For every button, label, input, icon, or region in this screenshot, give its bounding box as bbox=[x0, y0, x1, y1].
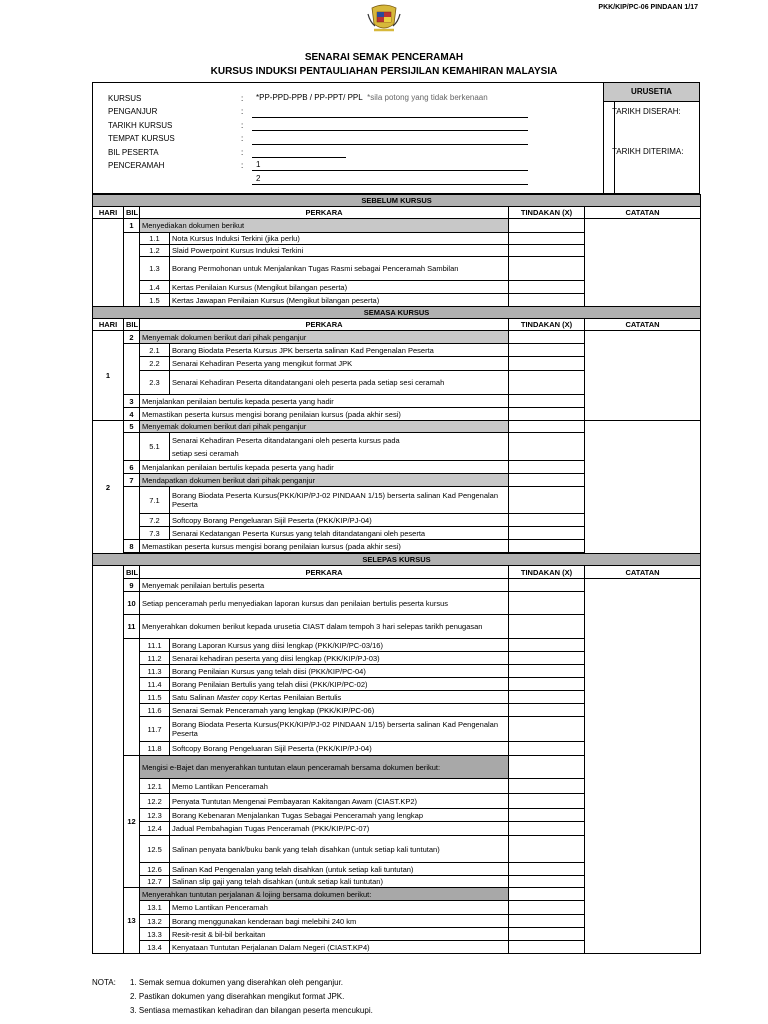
empty-cell bbox=[124, 639, 140, 652]
item-text: Senarai kehadiran peserta yang diisi lengkap (PKK/KIP/PJ-03) bbox=[170, 652, 509, 665]
item-text: Kenyataan Tuntutan Perjalanan Dalam Negeri (CIAST.KP4) bbox=[170, 941, 509, 954]
catatan-cell[interactable] bbox=[585, 421, 701, 554]
tindakan-cell[interactable] bbox=[509, 691, 585, 704]
item-number: 12.5 bbox=[140, 836, 170, 863]
col-perkara: PERKARA bbox=[140, 207, 509, 219]
perkara-cell: Mengisi e-Bajet dan menyerahkan tuntutan elaun penceramah bersama dokumen berikut: bbox=[140, 756, 509, 779]
item-text: Resit-resit & bil-bil berkaitan bbox=[170, 928, 509, 941]
bil-cell: 6 bbox=[124, 461, 140, 474]
item-text: Softcopy Borang Pengeluaran Sijil Peserta (PKK/KIP/PJ-04) bbox=[170, 742, 509, 756]
label-penganjur: PENGANJUR bbox=[108, 107, 158, 116]
item-text: Memo Lantikan Penceramah bbox=[170, 901, 509, 915]
title-checklist: SENARAI SEMAK PENCERAMAH bbox=[304, 52, 464, 63]
tindakan-cell[interactable] bbox=[509, 794, 585, 809]
tarikh-diserah-label: TARIKH DISERAH: bbox=[612, 107, 681, 116]
perkara-cell: Menyemak dokumen berikut dari pihak penganjur bbox=[140, 331, 509, 344]
tindakan-cell[interactable] bbox=[509, 809, 585, 822]
header-row bbox=[93, 207, 701, 219]
item-number: 13.2 bbox=[140, 915, 170, 928]
perkara-cell: Memastikan peserta kursus mengisi borang penilaian kursus (pada akhir sesi) bbox=[140, 540, 509, 553]
bil-cell: 7 bbox=[124, 474, 140, 487]
item-text: Softcopy Borang Pengeluaran Sijil Peserta (PKK/KIP/PJ-04) bbox=[170, 514, 509, 527]
empty-cell bbox=[124, 717, 140, 742]
tindakan-cell[interactable] bbox=[509, 540, 585, 553]
bil-cell: 10 bbox=[124, 592, 140, 615]
item-number: 1.1 bbox=[140, 233, 170, 245]
kursus-note: *sila potong yang tidak berkenaan bbox=[367, 93, 488, 102]
section-row bbox=[93, 195, 701, 207]
item-text: Borang Biodata Peserta Kursus(PKK/KIP/PJ-02 PINDAAN 1/15) berserta salinan Kad Pengenalan Peserta bbox=[170, 717, 509, 742]
hari-1: 1 bbox=[93, 331, 124, 421]
tindakan-cell[interactable] bbox=[509, 901, 585, 915]
tindakan-cell[interactable] bbox=[509, 219, 585, 233]
tindakan-cell[interactable] bbox=[509, 822, 585, 836]
item-text: Kertas Jawapan Penilaian Kursus (Mengikut bilangan peserta) bbox=[170, 294, 509, 307]
item-number: 1.5 bbox=[140, 294, 170, 307]
colon: : bbox=[241, 107, 244, 116]
empty-cell bbox=[124, 233, 140, 245]
penganjur-field[interactable] bbox=[252, 117, 528, 118]
empty-cell bbox=[124, 344, 140, 357]
perkara-cell: Memastikan peserta kursus mengisi borang penilaian kursus (pada akhir sesi) bbox=[140, 408, 509, 421]
col-hari: HARI bbox=[93, 319, 124, 331]
colon: : bbox=[241, 121, 244, 130]
label-bil-peserta: BIL PESERTA bbox=[108, 148, 159, 157]
item-text: Memo Lantikan Penceramah bbox=[170, 779, 509, 794]
checklist-table bbox=[92, 194, 701, 954]
tindakan-cell[interactable] bbox=[509, 742, 585, 756]
col-catatan: CATATAN bbox=[585, 207, 701, 219]
tarikh-kursus-field[interactable] bbox=[252, 130, 528, 131]
hari-cell bbox=[93, 219, 124, 307]
item-number: 11.1 bbox=[140, 639, 170, 652]
empty-cell bbox=[124, 514, 140, 527]
item-number: 12.2 bbox=[140, 794, 170, 809]
tindakan-cell[interactable] bbox=[509, 487, 585, 514]
tindakan-cell[interactable] bbox=[509, 514, 585, 527]
item-number: 11.7 bbox=[140, 717, 170, 742]
perkara-cell: Menyerahkan tuntutan perjalanan & lojing bersama dokumen berikut: bbox=[140, 888, 509, 901]
item-text-italic: Master copy bbox=[216, 692, 258, 702]
bil-cell: 12 bbox=[124, 756, 140, 888]
tindakan-cell[interactable] bbox=[509, 421, 585, 433]
tindakan-cell[interactable] bbox=[509, 344, 585, 357]
item-number: 11.8 bbox=[140, 742, 170, 756]
item-number: 2.2 bbox=[140, 357, 170, 371]
section-sebelum: SEBELUM KURSUS bbox=[93, 195, 701, 207]
item-text: Senarai Kedatangan Peserta Kursus yang telah ditandatangani oleh peserta bbox=[170, 527, 509, 540]
colon: : bbox=[241, 94, 244, 103]
catatan-cell[interactable] bbox=[585, 579, 701, 954]
tindakan-cell[interactable] bbox=[509, 779, 585, 794]
tindakan-cell[interactable] bbox=[509, 371, 585, 395]
col-tindakan: TINDAKAN (X) bbox=[509, 207, 585, 219]
kursus-value: *PP-PPD-PPB / PP-PPT/ PPL bbox=[256, 93, 363, 102]
empty-cell bbox=[124, 527, 140, 540]
tindakan-cell[interactable] bbox=[509, 717, 585, 742]
label-kursus: KURSUS bbox=[108, 94, 142, 103]
item-text: Senarai Kehadiran Peserta yang mengikut format JPK bbox=[170, 357, 509, 371]
bil-cell: 11 bbox=[124, 615, 140, 639]
header-row bbox=[93, 566, 701, 579]
nota-line-3: 3. Sentiasa memastikan kehadiran dan bilangan peserta mencukupi. bbox=[130, 1006, 373, 1015]
hari-2: 2 bbox=[93, 421, 124, 554]
empty-cell bbox=[124, 433, 140, 461]
item-text: Senarai Semak Penceramah yang lengkap (PKK/KIP/PC-06) bbox=[170, 704, 509, 717]
col-bil: BIL bbox=[124, 207, 140, 219]
table-row bbox=[93, 219, 701, 233]
item-text: Slaid Powerpoint Kursus Induksi Terkini bbox=[170, 245, 509, 257]
tindakan-cell[interactable] bbox=[509, 704, 585, 717]
col-tindakan: TINDAKAN (X) bbox=[509, 319, 585, 331]
tindakan-cell[interactable] bbox=[509, 281, 585, 294]
tindakan-cell[interactable] bbox=[509, 433, 585, 461]
item-number: 12.4 bbox=[140, 822, 170, 836]
colon: : bbox=[241, 134, 244, 143]
item-text: Jadual Pembahagian Tugas Penceramah (PKK/KIP/PC-07) bbox=[170, 822, 509, 836]
tindakan-cell[interactable] bbox=[509, 836, 585, 863]
perkara-cell: Menyediakan dokumen berikut bbox=[140, 219, 509, 233]
penceramah-2-label: 2 bbox=[256, 174, 261, 183]
col-perkara: PERKARA bbox=[140, 319, 509, 331]
empty-cell bbox=[124, 245, 140, 257]
item-text bbox=[170, 433, 509, 461]
tindakan-cell[interactable] bbox=[509, 639, 585, 652]
tempat-kursus-field[interactable] bbox=[252, 144, 528, 145]
tindakan-cell[interactable] bbox=[509, 395, 585, 408]
tindakan-cell[interactable] bbox=[509, 408, 585, 421]
section-row bbox=[93, 307, 701, 319]
bil-cell: 2 bbox=[124, 331, 140, 344]
item-text: Borang Penilaian Kursus yang telah diisi (PKK/KIP/PC-04) bbox=[170, 665, 509, 678]
item-number: 7.2 bbox=[140, 514, 170, 527]
item-number: 7.1 bbox=[140, 487, 170, 514]
perkara-cell: Menyemak penilaian bertulis peserta bbox=[140, 579, 509, 592]
tindakan-cell[interactable] bbox=[509, 331, 585, 344]
tindakan-cell[interactable] bbox=[509, 357, 585, 371]
item-text: Penyata Tuntutan Mengenai Pembayaran Kakitangan Awam (CIAST.KP2) bbox=[170, 794, 509, 809]
table-row bbox=[93, 421, 701, 433]
penceramah-2-field[interactable] bbox=[252, 184, 528, 185]
bil-cell: 13 bbox=[124, 888, 140, 954]
empty-cell bbox=[124, 704, 140, 717]
tindakan-cell[interactable] bbox=[509, 294, 585, 307]
penceramah-1-label: 1 bbox=[256, 160, 261, 169]
penceramah-1-field[interactable] bbox=[252, 170, 528, 171]
bil-cell: 4 bbox=[124, 408, 140, 421]
tindakan-cell[interactable] bbox=[509, 678, 585, 691]
col-catatan: CATATAN bbox=[585, 566, 701, 579]
label-tarikh-kursus: TARIKH KURSUS bbox=[108, 121, 173, 130]
nota-line-2: 2. Pastikan dokumen yang diserahkan mengikut format JPK. bbox=[130, 992, 345, 1001]
section-semasa: SEMASA KURSUS bbox=[93, 307, 701, 319]
tindakan-cell[interactable] bbox=[509, 863, 585, 876]
empty-cell bbox=[124, 294, 140, 307]
bil-cell: 3 bbox=[124, 395, 140, 408]
kursus-field[interactable] bbox=[256, 93, 488, 102]
perkara-cell: Menjalankan penilaian bertulis kepada peserta yang hadir bbox=[140, 461, 509, 474]
item-number: 2.3 bbox=[140, 371, 170, 395]
bil-peserta-field[interactable] bbox=[252, 157, 346, 158]
bil-cell: 5 bbox=[124, 421, 140, 433]
tindakan-cell[interactable] bbox=[509, 474, 585, 487]
empty-cell bbox=[124, 371, 140, 395]
item-number: 11.2 bbox=[140, 652, 170, 665]
nota-label: NOTA: bbox=[92, 978, 116, 987]
item-number: 13.3 bbox=[140, 928, 170, 941]
tindakan-cell[interactable] bbox=[509, 928, 585, 941]
col-perkara: PERKARA bbox=[140, 566, 509, 579]
item-text: Kertas Penilaian Kursus (Mengikut bilangan peserta) bbox=[170, 281, 509, 294]
col-bil: BIL bbox=[124, 566, 140, 579]
tindakan-cell[interactable] bbox=[509, 665, 585, 678]
item-number: 2.1 bbox=[140, 344, 170, 357]
item-number: 5.1 bbox=[140, 433, 170, 461]
label-tempat-kursus: TEMPAT KURSUS bbox=[108, 134, 175, 143]
hari-cell bbox=[93, 566, 124, 954]
item-text-part: Kertas Penilaian Bertulis bbox=[257, 692, 342, 702]
empty-cell bbox=[124, 665, 140, 678]
empty-cell bbox=[124, 652, 140, 665]
coat-of-arms-logo bbox=[366, 2, 402, 34]
item-number: 11.4 bbox=[140, 678, 170, 691]
tindakan-cell[interactable] bbox=[509, 756, 585, 779]
item-text: Borang menggunakan kenderaan bagi melebihi 240 km bbox=[170, 915, 509, 928]
item-text: Borang Kebenaran Menjalankan Tugas Sebagai Penceramah yang lengkap bbox=[170, 809, 509, 822]
tindakan-cell[interactable] bbox=[509, 461, 585, 474]
title-course: KURSUS INDUKSI PENTAULIAHAN PERSIJILAN KEMAHIRAN MALAYSIA bbox=[210, 66, 558, 77]
item-number: 1.4 bbox=[140, 281, 170, 294]
form-code: PKK/KIP/PC-06 PINDAAN 1/17 bbox=[598, 4, 698, 11]
bil-cell: 8 bbox=[124, 540, 140, 553]
tindakan-cell[interactable] bbox=[509, 257, 585, 281]
col-catatan: CATATAN bbox=[585, 319, 701, 331]
tindakan-cell[interactable] bbox=[509, 941, 585, 954]
col-tindakan: TINDAKAN (X) bbox=[509, 566, 585, 579]
nota-line-1: 1. Semak semua dokumen yang diserahkan oleh penganjur. bbox=[130, 978, 344, 987]
table-row bbox=[93, 579, 701, 592]
perkara-cell: Mendapatkan dokumen berikut dari pihak penganjur bbox=[140, 474, 509, 487]
label-penceramah: PENCERAMAH bbox=[108, 161, 165, 170]
bil-cell: 1 bbox=[124, 219, 140, 233]
item-text: Borang Biodata Peserta Kursus JPK berserta salinan Kad Pengenalan Peserta bbox=[170, 344, 509, 357]
section-row bbox=[93, 554, 701, 566]
item-text: Salinan Kad Pengenalan yang telah disahkan (untuk setiap kali tuntutan) bbox=[170, 863, 509, 876]
empty-cell bbox=[124, 691, 140, 704]
item-text-line: setiap sesi ceramah bbox=[172, 448, 239, 458]
perkara-cell: Menyerahkan dokumen berikut kepada urusetia CIAST dalam tempoh 3 hari selepas tarikh penugasan bbox=[140, 615, 509, 639]
item-number: 7.3 bbox=[140, 527, 170, 540]
tindakan-cell[interactable] bbox=[509, 888, 585, 901]
item-number: 13.4 bbox=[140, 941, 170, 954]
perkara-cell: Menyemak dokumen berikut dari pihak penganjur bbox=[140, 421, 509, 433]
tindakan-cell[interactable] bbox=[509, 592, 585, 615]
item-number: 11.5 bbox=[140, 691, 170, 704]
tindakan-cell[interactable] bbox=[509, 245, 585, 257]
bil-cell: 9 bbox=[124, 579, 140, 592]
item-number: 13.1 bbox=[140, 901, 170, 915]
item-text: Salinan slip gaji yang telah disahkan (untuk setiap kali tuntutan) bbox=[170, 876, 509, 888]
item-number: 11.6 bbox=[140, 704, 170, 717]
col-hari: HARI bbox=[93, 207, 124, 219]
item-text: Salinan penyata bank/buku bank yang telah disahkan (untuk setiap kali tuntutan) bbox=[170, 836, 509, 863]
item-text: Borang Biodata Peserta Kursus(PKK/KIP/PJ-02 PINDAAN 1/15) berserta salinan Kad Pengenalan Peserta bbox=[170, 487, 509, 514]
tindakan-cell[interactable] bbox=[509, 233, 585, 245]
tindakan-cell[interactable] bbox=[509, 652, 585, 665]
item-number: 12.6 bbox=[140, 863, 170, 876]
colon: : bbox=[241, 161, 244, 170]
item-text bbox=[170, 691, 509, 704]
perkara-cell: Setiap penceramah perlu menyediakan laporan kursus dan penilaian bertulis peserta kursus bbox=[140, 592, 509, 615]
item-number: 12.3 bbox=[140, 809, 170, 822]
header-row bbox=[93, 319, 701, 331]
empty-cell bbox=[124, 281, 140, 294]
empty-cell bbox=[124, 742, 140, 756]
tarikh-diterima-label: TARIKH DITERIMA: bbox=[612, 147, 684, 156]
tindakan-cell[interactable] bbox=[509, 527, 585, 540]
urusetia-header: URUSETIA bbox=[604, 83, 699, 102]
colon: : bbox=[241, 148, 244, 157]
tindakan-cell[interactable] bbox=[509, 615, 585, 639]
item-text: Borang Penilaian Bertulis yang telah diisi (PKK/KIP/PC-02) bbox=[170, 678, 509, 691]
catatan-cell[interactable] bbox=[585, 331, 701, 421]
tindakan-cell[interactable] bbox=[509, 579, 585, 592]
perkara-cell: Menjalankan penilaian bertulis kepada peserta yang hadir bbox=[140, 395, 509, 408]
col-bil: BIL bbox=[124, 319, 140, 331]
tindakan-cell[interactable] bbox=[509, 915, 585, 928]
table-row bbox=[93, 331, 701, 344]
empty-cell bbox=[124, 678, 140, 691]
item-text: Senarai Kehadiran Peserta ditandatangani oleh peserta pada setiap sesi ceramah bbox=[170, 371, 509, 395]
item-text: Borang Laporan Kursus yang diisi lengkap (PKK/KIP/PC-03/16) bbox=[170, 639, 509, 652]
empty-cell bbox=[124, 487, 140, 514]
tindakan-cell[interactable] bbox=[509, 876, 585, 888]
item-number: 11.3 bbox=[140, 665, 170, 678]
item-text: Nota Kursus Induksi Terkini (jika perlu) bbox=[170, 233, 509, 245]
item-number: 1.2 bbox=[140, 245, 170, 257]
section-selepas: SELEPAS KURSUS bbox=[93, 554, 701, 566]
item-number: 1.3 bbox=[140, 257, 170, 281]
item-text-line: Senarai Kehadiran Peserta ditandatangani oleh peserta kursus pada bbox=[172, 435, 400, 445]
catatan-cell[interactable] bbox=[585, 219, 701, 307]
empty-cell bbox=[124, 257, 140, 281]
item-text: Borang Permohonan untuk Menjalankan Tugas Rasmi sebagai Penceramah Sambilan bbox=[170, 257, 509, 281]
item-number: 12.7 bbox=[140, 876, 170, 888]
item-text-part: Satu Salinan bbox=[172, 692, 217, 702]
empty-cell bbox=[124, 357, 140, 371]
item-number: 12.1 bbox=[140, 779, 170, 794]
